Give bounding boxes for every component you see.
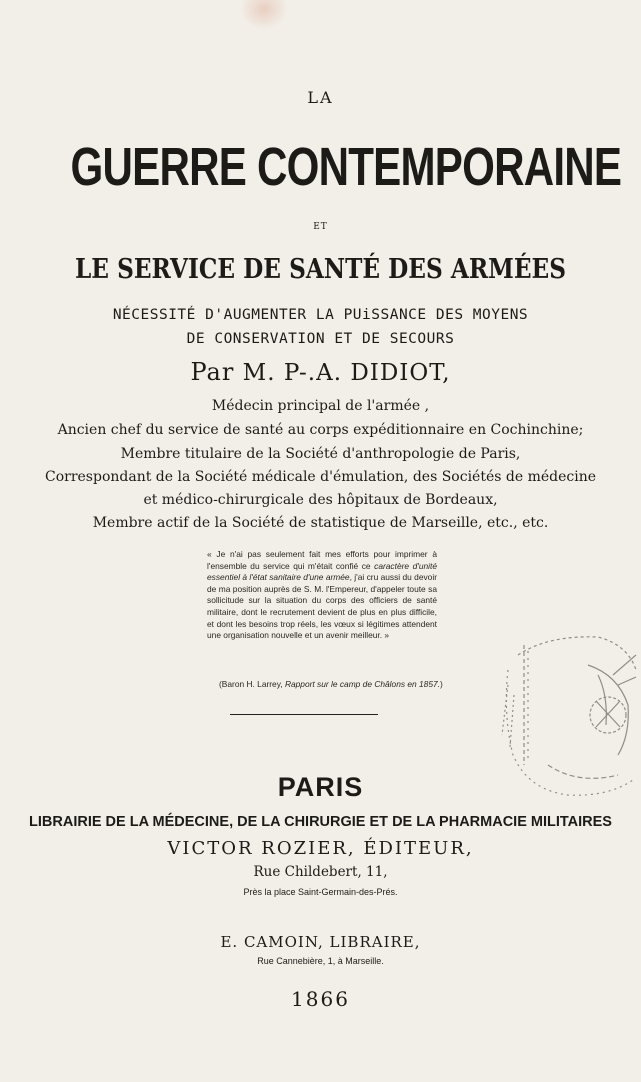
author-line	[0, 358, 641, 386]
credential-line: Membre titulaire de la Société d'anthropologie de Paris,	[120, 446, 521, 462]
divider-rule	[230, 714, 378, 715]
author-name: M. P-.A. DIDIOT,	[242, 360, 451, 386]
publication-year: 1866	[291, 987, 350, 1011]
quote-text: « Je n'ai pas seulement fait mes efforts pour imprimer à l'ensemble du service qui m'était confié ce	[207, 549, 437, 571]
citation-author: (Baron H. Larrey,	[219, 679, 285, 689]
publication-city: PARIS	[277, 772, 364, 802]
subtitle-line-1: NÉCESSITÉ D'AUGMENTER LA PUiSSANCE DES MOYENS	[112, 307, 529, 323]
author-par: Par	[190, 358, 235, 386]
quote-italic-text: caractère d'unité essentiel à l'état sanitaire d'une armée	[207, 560, 438, 583]
credential-line: Membre actif de la Société de statistique de Marseille, etc., etc.	[92, 515, 549, 531]
epigraph-quote	[207, 549, 437, 642]
quote-text: , j'ai cru aussi du devoir de ma position auprès de S. M. l'Empereur, d'appeler toute sa sollicitude sur la situation du corps des officiers de santé militaire, dont le recrutement devient de plus en plus difficile, et dont les besoins trop réels, les vœux si légitimes attendent une organisation nouvelle et un avenir meilleur. »	[207, 572, 437, 641]
main-title: GUERRE CONTEMPORAINE	[70, 137, 622, 197]
citation-source: Rapport sur le camp de Châlons en 1857.	[284, 679, 440, 689]
publisher-line: LIBRAIRIE DE LA MÉDECINE, DE LA CHIRURGIE ET DE LA PHARMACIE MILITAIRES	[29, 814, 612, 830]
credential-line: Correspondant de la Société médicale d'émulation, des Sociétés de médecine	[45, 469, 596, 485]
secondary-title: LE SERVICE DE SANTÉ DES ARMÉES	[74, 254, 567, 285]
paper-stain	[240, 0, 288, 30]
credential-line: et médico-chirurgicale des hôpitaux de Bordeaux,	[143, 492, 498, 508]
citation-close: )	[439, 679, 443, 689]
bookseller-name: E. CAMOIN, LIBRAIRE,	[220, 933, 421, 951]
publisher-street: Rue Childebert, 11,	[253, 864, 388, 880]
title-article: LA	[307, 88, 334, 107]
title-conjunction: ET	[313, 222, 328, 232]
bookseller-address: Rue Cannebière, 1, à Marseille.	[257, 956, 384, 966]
credential-line: Ancien chef du service de santé au corps expéditionnaire en Cochinchine;	[57, 422, 584, 438]
publisher-location-note: Près la place Saint-Germain-des-Prés.	[243, 887, 398, 897]
epigraph-citation	[219, 679, 459, 691]
publisher-editor: VICTOR ROZIER, ÉDITEUR,	[167, 838, 474, 859]
credential-line: Médecin principal de l'armée ,	[211, 398, 430, 414]
subtitle-line-2: DE CONSERVATION ET DE SECOURS	[186, 331, 455, 347]
